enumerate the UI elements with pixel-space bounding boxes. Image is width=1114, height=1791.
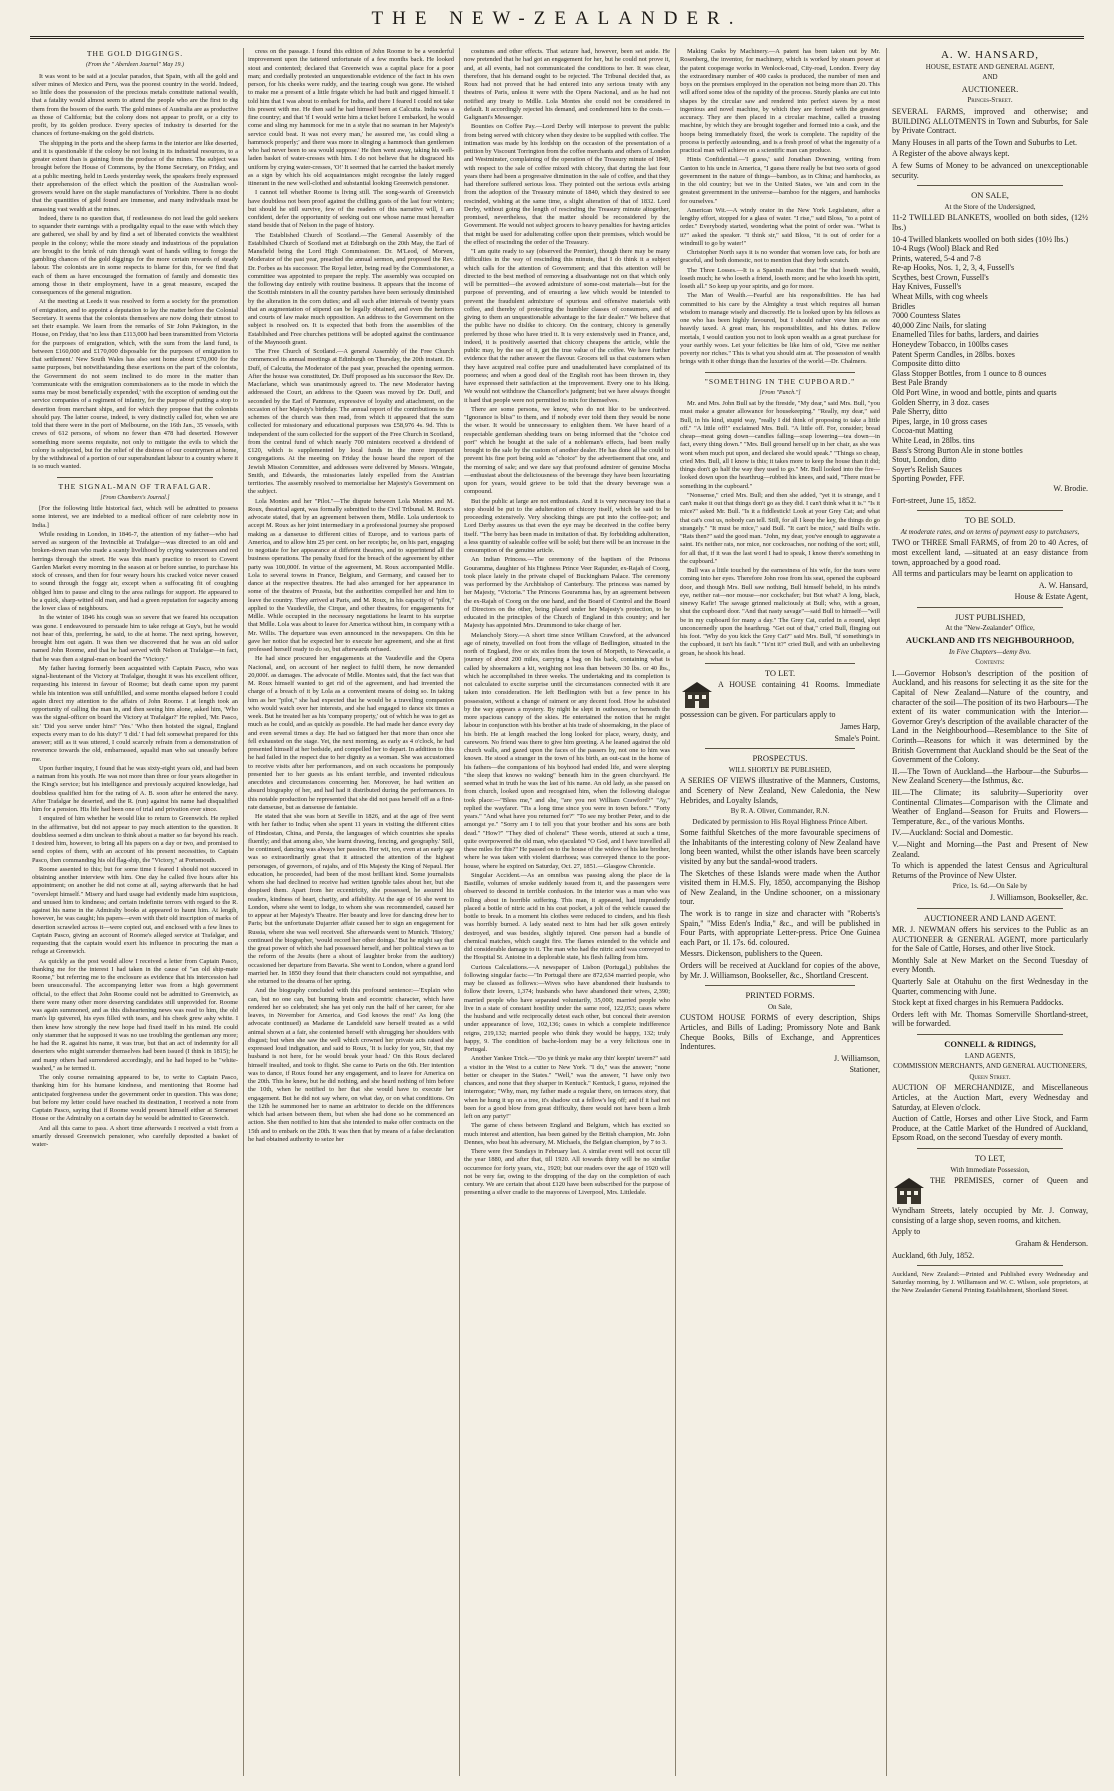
- column-3: [464, 48, 670, 1773]
- ad-subheading: HOUSE, ESTATE AND GENERAL AGENT,: [925, 62, 1055, 71]
- ad-heading: TO LET,: [974, 1152, 1006, 1163]
- contents-item: II.—The Town of Auckland—the Harbour—the Suburbs—New Zealand Scenery—the Isthmus, &c.: [892, 766, 1088, 786]
- ad-to-let-house: [680, 669, 880, 743]
- stock-list-item: White Lead, in 28lbs. tins: [892, 435, 975, 445]
- ad-heading: CONNELL & RIDINGS,: [944, 1039, 1036, 1050]
- divider: [917, 908, 1063, 909]
- article-paragraph: The Free Church of Scotland.—A general Assembly of the Free Church commenced its annual meetings at Edinburgh on Thursday, the 20th instant. Dr. Duff, of Calcutta, the Moderator of the past year, preached the opening sermon. After the house was constituted, Dr. Duff proposed as his successor the Rev. Dr. Macfarlane, which was unanimously agreed to. The new Moderator having addressed the Court, an address to the Queen was moved by Dr. Duff, and seconded by the Earl of Panmure, expressive of loyalty and attachment, on the occasion of her Majesty's birthday. The annual report of the contributions to the schemes of the church was then read, from which it appeared that the sum collected for missionary and educational purposes was £58,976 4s. 9d. This is independent of the sum collected for the support of the Free Church in Scotland, from the central fund of which nearly 700 ministers received a dividend of £120, which is supplemented by local funds in the more important congregations. At the meeting on Friday the house heard the report of the Jewish Mission Committee, and addresses were delivered by Messrs. Wingate, Smith, and Edwards, the missionaries lately expelled from the Austrian territories. The assembly resolved to memorialise her Majesty's Government on the subject.: [248, 348, 454, 496]
- ad-heading: PRINTED FORMS.: [745, 990, 815, 1001]
- stock-list-item: Cocoa-nut Matting: [892, 426, 953, 436]
- ad-to-let-premises: [892, 1154, 1088, 1260]
- article-paragraph: Bull was a little touched by the earnestness of his wife, for the tears were coming into her eyes. Therefore John rose from his seat, opened the cupboard door, and though Mrs. Bull saw nothing, Bull himself beheld, in his mind's eye, neither rat—nor mouse—nor cockchafer; but But what? A long, black, sinewy Kafir! The savage grinned maliciously at Bull; who, with a groan, shut the cupboard door. "And that nasty savage"—said Bull to himself—"will be in my cupboard for many a day." The Grey Cat, curled in a round, slept unconcernedly upon the hearthrug. "Get out of that," cried Bull, flinging out his foot. "Why do you kick the Grey Cat?" said Mrs. Bull, "if something's in the cupboard, it isn't his fault." "Is'nt it?" cried Bull, and with an unbelieving groan, he shook his head.: [680, 567, 880, 657]
- divider: [917, 1034, 1063, 1035]
- ad-subheading: WILL SHORTLY BE PUBLISHED,: [728, 765, 832, 774]
- ad-prospectus: [680, 754, 880, 980]
- stock-list-item: Prints, watered, 5-4 and 7-8: [892, 253, 981, 263]
- article-source: [From "Punch."]: [759, 389, 801, 396]
- ad-street: Queen Street.: [969, 1072, 1011, 1081]
- ad-body: A HOUSE containing 41 Rooms. Immediate possession can be given. For particulars apply to: [680, 680, 880, 720]
- stock-list-item: 40,000 Zinc Nails, for slating: [892, 320, 987, 330]
- ad-signature: A. W. Hansard,: [1038, 580, 1088, 590]
- ad-heading: TO BE SOLD.: [964, 515, 1016, 526]
- ad-address: Smale's Point.: [834, 733, 880, 743]
- divider: [705, 663, 855, 664]
- article-paragraph: The game of chess between England and Belgium, which has excited so much interest and attention, has been gained by the British champion, Mr. John Dennes, who beat his adversary, M. Michaels, the Belgian champion, by 7 to 3.: [464, 1122, 670, 1146]
- article-paragraph: "I am quite ready to say (observed the Premier), though there may be many difficulties in the way of rescinding this minute, that I do think it a subject which calls for the attention of Government; and that this attention will be directed to the best method of removing a disadvantage not on that which only will be permitted—the avowed admixture of some-cost materials—but for the purpose of preventing, and of ensuring a law which would be intended to prevent the fraudulent admixture of spurious and offensive materials with coffee, and thereby of protecting the humbler classes of consumers, and of giving to them an unquestionable advantage to the fair dealer." We believe that the public have no dislike to chicory. On the contrary, chicory is generally preferred by those who have tried it. It is very extensively used in France, and, indeed, it is positively asserted that chicory cheapens the article, while the public may, by the use of it, get the true value of the coffee. We have further evidence that the rather answer the flavour. Grocers tell us that customers when they have acquired real coffee pure and unadulterated have complained of its poorness; and when a good deal of the English root has been thrown in, they have expressed their satisfaction at the improvement. Every one to his liking. We would not withdraw the Chancellor's judgment; but we have always thought it hard that people were not permitted to mix for themselves.: [464, 248, 670, 404]
- article-paragraph: Making Casks by Machinery.—A patent has been taken out by Mr. Rosenberg, the inventor, for machinery, which is worked by steam power at the patent cooperage works in Wenlock-road, City-road, London. Every day the extraordinary number of 400 casks is produced, the number of men and boys on the premises employed in the operation not being more than 20. This will afford some idea of the rapidity of the process. Sturdy planks are cut into shapes by the circular saw and rendered into perfect staves by a most ingenious and novel machine, by which they are formed with the greatest accuracy. They are then placed in a circular machine, called a trussing machine, by which they are brought together and formed into a cask, and the hoops being immediately fixed, the work is complete. The rapidity of the process is perfectly astounding, and is a fresh proof of what the ingenuity of a practical man will achieve on a scientific man can produce.: [680, 48, 880, 154]
- ad-signature: J. Williamson, Bookseller, &c.: [989, 892, 1088, 902]
- article-paragraph: [For the following little historical fact, which will be admitted to possess some interest, we are indebted to a medical officer of rare celebrity now in India.]: [32, 505, 238, 529]
- ad-body: Orders left with Mr. Thomas Somerville Shortland-street, will be forwarded.: [892, 1009, 1088, 1029]
- ad-body: Orders will be received at Auckland for copies of the above, by Mr. J. Williamson, Bookseller, &c., Shortland Crescent.: [680, 961, 880, 980]
- ad-heading: AUCTIONEER AND LAND AGENT.: [923, 912, 1057, 923]
- article-paragraph: Melancholy Story.—A short time since William Crawford, at the advanced age of ninety, travelled on foot from the village of Bedlington, situated in the north of England, five or six miles from the town of Morpeth, to Newcastle, a journey of about 200 miles, carrying a bag on his back, containing what is called by shoemakers a kit, weighing not less than between 30 lbs. or 40 lbs., which he accomplished in three weeks. The undertaking and its completion is not calculated to excite surprise until the circumstances connected with it are taken into consideration. He left Bedlington with but a few pence in his possession, without a change of raiment or any decent food. How he subsisted by the way appears a mystery. By night he slept in outhouses, or beneath the more spacious canopy of the skies. He entertained the notion that he might labour in conjunction with his brother at his trade of shoemaking, in the place of his birth. He at length reached the long looked for place, weary, dusty, and careworn. No friend was there to give him greeting. A he leaned against the old church walls, and gazed upon the faces of the passers by, not one to him was known. He stood a stranger in the town of his birth, an out-cast in the home of his fathers—the companions of his boyhood had ended life, and were sleeping "the sleep that knows no waking" beneath him in the green churchyard. He seemed what in truth he was the last of his name. An old lady, as she passed on from church, looked upon and recognised him, when the following dialogue took place:—"Bless me," and she, "are you not William Crawford?" "Ay," replied the wayfarer. "Tis a long time since you were in town before." "Forty years." "And what have you returned for?" "To see my brother Peter, and to die amongst ye." "Sorry am I to tell you that your brother and his sons are both dead." "How?" "They died of cholera!" These words, uttered at such a time, quite overpowered the old man, who ejaculated "O God, and I have travelled all these miles for this?" He passed on to the house of the widow of his late brother, where he was taken with violent diarrhoea; was conveyed thence to the poor-house, where he expired on Saturday, Oct. 27, 1851.—Glasgow Chronicle.: [464, 631, 670, 870]
- ad-hansard: [892, 51, 1088, 180]
- column-1: [32, 48, 238, 1773]
- ad-body: Quarterly Sale at Otahuhu on the first Wednesday in the Quarter, commencing with June.: [892, 977, 1088, 996]
- column-5: [892, 48, 1088, 1773]
- ad-and: AND: [982, 73, 998, 82]
- column-rule: [243, 48, 244, 1776]
- article-paragraph: The shipping in the ports and the sheep farms in the interior are like deserted, and it is questionable if the colony be not losing in its industrial resources, to a greater extent than is gaining from the produce of the mines. The subject was brought before the House of Commons, by the Home Secretary, on Friday, and at a public meeting, held in Leeds yesterday week, the speakers freely expressed their apprehension of the effect which the position of the Australian wool-growers would have on the staple manufactures of Yorkshire. There is no doubt that the quantities of gold found are immense, and many individuals must be amassing vast wealth at the mines.: [32, 139, 238, 213]
- ad-body: A SERIES OF VIEWS illustrative of the Manners, Customs, and Scenery of New Zealand, New Caledonia, the New Hebrides, and Loyalty Islands,: [680, 776, 880, 805]
- ad-title: House & Estate Agent,: [1014, 592, 1088, 602]
- ad-body: SEVERAL FARMS, improved and otherwise; and BUILDING ALLOTMENTS in Town and Suburbs, for Sale by Private Contract.: [892, 106, 1088, 136]
- contents-item: III.—The Climate; its salubrity—Superiority over Continental Climates—Comparison with the Climate and Weather of England—Season for Fruits and Flowers—Temperature, &c., of the various Months.: [892, 787, 1088, 826]
- article-paragraph: "Nonsense," cried Mrs. Bull; and then she added, "yet it is strange, and I can't make it out that things don't go as they did. I can't think what it is." "Is it mice?" asked Mr. Bull. "Is it a fiddlestick! Look at your Grey Cat; and what that cat's cost us, nobody can tell. Still, for all I keep the key, the things do go strangely." "It must be mice," said Bull. "It can't be mice," said Bull's wife. "Rats then?" said the good man. "John, my dear, you've enough to aggravate a saint. It's neither rats, nor mice, nor cockroaches, nor nothing of the sort; still, for all that, if it was the last word I had to speak, I know there's something in the cupboard.": [680, 491, 880, 565]
- divider: [705, 372, 855, 373]
- ad-author: By R. A. Oliver, Commander, R.N.: [730, 807, 830, 816]
- ad-subheading: With Immediate Possession,: [950, 1165, 1030, 1174]
- ad-subheading: At the Store of the Undersigned,: [944, 202, 1036, 211]
- stock-list-item: Bridles: [892, 301, 916, 311]
- divider: [917, 185, 1063, 186]
- article-paragraph: Curious Calculations.—A newspaper of Lisbon (Portugal,) publishes the following singular facts:—"In Portugal there are 872,634 married people, who may be classed as follows:—Wives who have abandoned their husbands to follow their lovers, 1,374; husbands who have abandoned their wives, 2,390; married people who have separated voluntarily, 35,000; married people who live in a state of constant hostility under the same roof, 122,053; cases where the husband and wife reciprocally detest each other, but conceal their aversion under appearance of love, 102,136; cases in which a complete indifference reigns, 219,132; married people who think they would be happy, 132; truly happy, 9. The condition of bache-lordom may be a very felicitous one in Portugal.: [464, 963, 670, 1053]
- article-paragraph: I enquired of him whether he would like to return to Greenwich. He replied in the affirmative, but did not appear to pay much attention to the question. It doubtless seemed a dim unclean to think about a matter so far beyond his reach. I desired him, however, to bring all his papers on a day or two, and promised to send copies of them, with an account of his present necessities, to Captain Pasco, then commanding his old flag-ship, the "Victory," at Portsmouth.: [32, 815, 238, 864]
- stock-list: [892, 235, 1088, 484]
- ad-body: To which is appended the latest Census and Agricultural Returns of the Province of New Ulster.: [892, 861, 1088, 880]
- article-paragraph: Bounties on Coffee Pay.—Lord Derby will interpose to prevent the public from being served with chicory when they desire to be supplied with coffee. The intimation was made by his lordship on the occasion of the presentation of a petition by Viscount Torrington from the coffee merchants and others of London and Westminster, complaining of the operation of the Treasury minute of 1840, with respect to the sale of coffee mixed with chicory, that during the last four years there had been a progressive diminution in the sale of coffee, and that they had therefore suffered serious loss. They pointed out the serious evils arising from the adoption of the Treasury minute of 1840, which they desired to see rescinded, wishing at the same time, a slight alteration of that of 1832. Lord Derby, without going the length of rescinding the Treasury minute altogether, promised, nevertheless, that the matter should be reconsidered by the Government. He would not subject grocers to heavy penalties for having articles that might be used for adulterating coffee upon their premises, which would be the effect of rescinding the order of the Treasury.: [464, 123, 670, 246]
- ad-body: Auction of Cattle, Horses and other Live Stock, and Farm Produce, at the Cattle Market of the Hundred of Auckland, Epsom Road, on the second Tuesday of every month.: [892, 1114, 1088, 1143]
- article-paragraph: But the public at large are not enthusiasts. And it is very necessary too that a stop should be put to the adulteration of chicory itself, which be said to be proceeding extensively. Very shocking things are put into the coffee-pot; and Lord Derby assures us that even the eye may be deceived in the coffee berry itself. "The berry has been made in imitation of that. By forbidding adulteration, a less quantity of saleable coffee will be sold; but there will be an increase in the consumption of the genuine article.: [464, 497, 670, 554]
- stock-list-item: 7000 Countess Slates: [892, 311, 961, 321]
- ad-price: Price, 1s. 6d.—On Sale by: [952, 882, 1028, 891]
- house-icon: [680, 680, 714, 710]
- ad-to-be-sold: [892, 516, 1088, 602]
- stock-list-item: Best Pale Brandy: [892, 378, 948, 388]
- ad-heading: TO LET.: [764, 667, 796, 678]
- stock-list-item: 10-4 Twilled blankets woolled on both sides (10½ lbs.): [892, 234, 1069, 244]
- article-paragraph: And the biography concluded with this profound sentence:—'Explain who can, but no one can, but burning brain and eccentric character, which have rendered her so celebrated; she has yet only run the half of her career, for she leaves, in November for America, and God knows the rest!' As long (the advocate continued) as Madame de Landsfeld saw herself treated as a wild animal shown at a fair, she contented herself with shrugging her shoulders with disgust; but when she saw the well which crowned her private acts raised she expressed loud indignation, and said to Roux, 'It is lucky for you, Sir, that my husband is not here, for he would break your head.' On this Roux declared himself insulted, and took to flight. She came to Paris on the 6th. Her intention was to dance, if Roux found her any engagement, and to leave for America on the 20th. This he knew, but he did nothing, and she heard nothing of him before the 10th, when he notified to her that she would have to execute her engagement. But he did not say where, on what day, or on what conditions. On the 12th he summoned her to name an arbitrator to decide on the differences which had arisen between them, but when she had done so he commenced an action. She then notified to him that she intended to make offer contracts on the 15th and to embark on the 20th. It was then that by means of a false declaration he had obtained authority to seize her: [248, 987, 454, 1143]
- ad-signature: J. Williamson,: [834, 1053, 880, 1063]
- ad-subheading: AUCTIONEER.: [961, 83, 1019, 94]
- stock-list-item: Patent Sperm Candles, in 28lbs. boxes: [892, 349, 1015, 359]
- ad-signature: James Harp,: [840, 721, 880, 731]
- column-rule: [459, 48, 460, 1776]
- house-icon: [892, 1176, 926, 1206]
- ad-title: Stationer,: [849, 1065, 880, 1075]
- ad-heading: PROSPECTUS.: [752, 753, 808, 764]
- ad-body: THE PREMISES, corner of Queen and Wyndham Streets, lately occupied by Mr. J. Conway, consisting of a large shop, seven rooms, and kitchen.: [892, 1176, 1088, 1225]
- ad-heading: A. W. HANSARD,: [940, 49, 1040, 61]
- contents-item: V.—Night and Morning—the Past and Present of New Zealand.: [892, 839, 1088, 859]
- article-paragraph: The only course remaining appeared to be, to write to Captain Pasco, thanking him for his humane kindness, and mentioning that Roome had anticipated forgiveness under the government order in question. This was done; but before my letter could have reached its destination, I received a note from Captain Pasco, saying that if Roome would present himself either at Somerset House or the Admiralty on a certain day he would be admitted to Greenwich.: [32, 1074, 238, 1123]
- ad-body: Monthly Sale at New Market on the Second Tuesday of every Month.: [892, 955, 1088, 975]
- contents-item: I.—Governor Hobson's description of the position of Auckland, and his reasons for selecting it as the site for the Capital of New Zealand—Nature of the country, and character of the soil—The position of its two Harbours—The extent of its water communication with the Interior—Governor Grey's description of the available character of the Land in the Neighbourhood—Resemblance to the Site of Corinth—Reasons for which it was determined by the British Government that Auckland should be the Seat of the Government of the Colony.: [892, 668, 1088, 765]
- stock-list-item: Scythes, best Crown, Fussell's: [892, 272, 989, 282]
- article-heading: "SOMETHING IN THE CUPBOARD.": [704, 376, 856, 386]
- article-paragraph: The Man of Wealth.—Fearful are his responsibilities. He has had committed to his care by the Almighty a trust which requires all human wisdom to manage wisely and discreetly. He is looked upon by his fellows as one who has been highly favoured, but I should rather view him as one heavily taxed. A great man, his responsibilities, and his duties. Fellow mortals, I would caution you not to look upon wealth as a great purchase for your earthly woes. Let your felicities be like him of old, "Give me neither poverty nor riches." This is what you should aim at. The possession of wealth brings with it other things than the luxuries of the world.—Dr. Chalmers.: [680, 292, 880, 366]
- stock-list-item: Glass Stopper Bottles, from 1 ounce to 8 ounces: [892, 368, 1047, 378]
- article-paragraph: An Indian Princess.—The ceremony of the baptism of the Princess Gouramma, daughter of his Highness Prince Veer Rajunder, ex-Rajah of Coorg, took place lately in the private chapel of Buckingham Palace. The ceremony was performed by the Archbishop of Canterbury. The princess was named by her Majesty, "Victoria." The Princess Gouramma has, by an agreement between the ex-Rajah of Coorg on the one hand, and the Board of Control and the Board of Directors on the other, being placed under her Majesty's protection, to be educated in the principles of the Church of England in this country; and her Majesty has appointed Mrs. Drummond to take charge of her.: [464, 556, 670, 630]
- ad-body: The Sketches of these Islands were made when the Author visited them in H.M.S. Fly, 1850, accompanying the Bishop of New Zealand, in the Undine schooner, on a missionary tour.: [680, 868, 880, 907]
- ad-body: All terms and particulars may be learnt on application to: [892, 569, 1073, 579]
- article-paragraph: Christopher North says it is no wonder that women love cats, for both are graceful, and both domestic, not to mention that they both scratch.: [680, 249, 880, 265]
- stock-list-item: Bass's Strong Burton Ale in stone bottles: [892, 445, 1023, 455]
- stock-list-item: Golden Sherry, in 3 doz. cases: [892, 397, 990, 407]
- ad-date: Fort-street, June 15, 1852.: [892, 495, 976, 505]
- article-paragraph: Upon further inquiry, I found that he was sixty-eight years old, and had been a natman from his youth. He was not more than three or four years altogether in the King's service; but his intelligence and previously acquired knowledge, had doubtless qualified him for the rating of A. B. soon after he entered the navy. After Trafalgar he deserted, and the R. (run) against his name had disqualified him for a pension. His life had been one of trial and privation ever since.: [32, 764, 238, 813]
- stock-list-item: Hay Knives, Fussell's: [892, 282, 962, 292]
- ad-body: A few Sums of Money to be advanced on unexceptionable security.: [892, 160, 1088, 180]
- ad-subheading: At moderate rates, and on terms of payment easy to purchasers,: [900, 527, 1080, 536]
- ad-street: Princes-Street.: [967, 96, 1013, 105]
- ad-printed-forms: [680, 991, 880, 1075]
- article-paragraph: In the winter of 1846 his cough was so severe that we feared his occupation was gone. I endeavoured to persuade him to take refuge at Guy's, but he would not hear of this, preferring, he said, to die at home. The next spring, however, brought him out again. It was then we discovered that he was an old sailor named John Roome, and that he had served with Nelson at Trafalgar—in fact, that he was then a signal-man on board the "Victory.": [32, 614, 238, 663]
- stock-list-item: Wheat Mills, with cog wheels: [892, 292, 988, 302]
- article-paragraph: He had since procured her engagements at the Vaudeville and the Opera Nacional, and, on account of her neglect to fulfil them, he now demanded 20,000f. as damages. The advocate of Mdlle. Montes said, that the fact was that M. Roux himself wanted to get rid of the agreement, and had invented the charge of a breach of it by Lola as a convenient means of doing so. In taking him as her "pilot," she had expected that he would be a travelling companion who would watch over her interests, and she had engaged to dance six times a week. But he treated her as his 'company property,' out of which he was to get as much as he could, and as quickly as possible. He had made her dance every day and even several times a day. He had so fatigued her that more than once she fell exhausted on the stage. Yet, the next morning, as early as 4 o'clock, he had presented himself at her bedside, and compelled her to depart. In addition to this he had failed in the respect due to her dignity as a woman. She was accustomed to receive visits after her performances, and on such occasions he pompously presented her to her guests as his enfant terrible, and invented ridiculous anecdotes and circumstances concerning her. Moreover, he had written an absurd biography of her, and had had it distributed during the performances. In this notable production he represented that she did not pass herself off as a first-rate danseuse, but as danseuse de fantaisie.: [248, 655, 454, 811]
- article-paragraph: Indeed, there is no question that, if restlessness do not lead the gold seekers to squander their earnings with a prodigality equal to the ease with which they are gathered, we shall by and by find a set of liberated convicts the wealthiest people in the colony; while the more steady and industrious of the population are brought to the brink of ruin through want of hands willing to forego the gambling chances of the gold diggings for the more certain rewards of steady labour. The colonists are in some respects to blame for this, for we find that each of them as have encouraged the formation of family and domestic ties among those in their employment, have in a great measure, escaped the consequences of the general migration.: [32, 214, 238, 296]
- article-paragraph: My father having formerly been acquainted with Captain Pasco, who was signal-lieutenant of the Victory at Trafalgar, thought it was his excellent officer, requesting his interest in favour of Roome; but death came upon my parent while his intention was still unfulfilled, and some months elapsed before I could again direct my attention to the affairs of John Roome. I at length took an opportunity of calling the man in, and then seeing him alone, asked him, 'Who was the signal-officer on board the Victory at Trafalgar?' He replied, 'Mr. Pasco, sir.' 'Did you serve under him?' 'Yes.' 'Who then hoisted the signal, England expects every man to do his duty?' 'I did.' I had felt somewhat prepared for this answer; still as it was uttered, I could scarcely refrain from a demonstration of reverence towards the old, embarrassed, squalid man who sat uneasily before me.: [32, 664, 238, 763]
- ad-heading: JUST PUBLISHED,: [954, 611, 1026, 622]
- stock-list-item: Composite ditto ditto: [892, 359, 961, 369]
- article-paragraph: Roome assented to this; but for some time I feared I should not succeed in obtaining another interview with him. One day he called five hours after his appointment; on another he did not come at all, saying afterwards that he had "overslept himself." Misery and hard usage had evidently made him suspicious, and unused him to kindness; and certain indefinite terrors with regard to the R. against his name in the Admiralty books at appeared to haunt him. At length, however, he was caught; his papers—even with their old inscription of marks of desertion scrawled across it—were copied out, and enclosed with a few lines to Captain Pasco, giving an account of Roome's alleged service at Trafalgar, and requesting that the captain would exert his influence in procuring the man a refuge at Greenwich.: [32, 865, 238, 956]
- ad-signature: Graham & Henderson.: [1015, 1238, 1088, 1248]
- contents-item: IV.—Auckland: Social and Domestic.: [892, 828, 1013, 838]
- stock-list-item: Honeydew Tobacco, in 100lbs cases: [892, 340, 1008, 350]
- divider: [917, 607, 1063, 608]
- masthead: [30, 6, 1084, 39]
- ad-subheading: At the "New-Zealander" Office,: [945, 624, 1035, 633]
- ad-body: The work is to range in size and character with "Roberts's Spain," "Miss Eden's India," &c., and will be published in Four Parts, with appropriate Letter-press. Price One Guinea each Part, or 1l. 17s. 6d. coloured.: [680, 909, 880, 947]
- ad-dedication: Dedicated by permission to His Royal Highness Prince Albert.: [692, 817, 868, 826]
- column-4: [680, 48, 880, 1773]
- article-paragraph: There were five Sundays in February last. A similar event will not occur till the year 1880, and after that, till 1920. All towards thirty will be no similar occurrence for forty years, viz., 1920; but our readers over the age of 1920 will not be very far, owing to the dropping of the day on the completion of each century. We are certain that about £120 have been subscribed for the purpose of presenting a silver cradle to the mayoress of Liverpool, Mrs. Littledale.: [464, 1148, 670, 1197]
- column-rule: [675, 48, 676, 1776]
- contents-label: Contents:: [975, 658, 1005, 667]
- article-paragraph: And all this came to pass. A short time afterwards I received a visit from a smartly dressed Greenwich pensioner, who carefully deposited a basket of water-: [32, 1124, 238, 1148]
- ad-body: CUSTOM HOUSE FORMS of every description, Ships Articles, and Bills of Lading; Promissory Note and Bank Cheque Books, Bills of Exchange, and Apprentices Indentures.: [680, 1013, 880, 1052]
- article-paragraph: Lola Montes and her "Pilot."—The dispute between Lola Montes and M. Roux, theatrical agent, was formally submitted to the Civil Tribunal. M. Roux's advocate stated, that by an agreement between them, Mdlle. Lola undertook to accept M. Roux as her joint intermediary in a professional journey she proposed making as a danseuse to different cities of Europe, and to various parts of America, and to allow him 25 per cent. on her receipts; he, on his part, engaging to negotiate for her appearance at different theatres, and to superintend all the business operations. The penalty fixed for the breach of the agreement by either party was 100,000f. In virtue of the agreement, M. Roux accompanied Mdlle. Lola to several towns in France, Belgium, and Germany, and caused her to dance at the respective theatres. He had also arranged for her appearance in some of the theatres of Prussia, but the authorities compelled her and him to leave the country. They arrived at Paris, and M. Roux, in his capacity of "pilot," applied to the Vaudeville, the Cirque, and other theatres, for engagements for Mdlle. While occupied in the necessary negotiations he learnt to his surprise that Mdlle. Lola was about to leave for America without him, in company with a Mr. Willis. The departure was even announced in the newspapers. On this he gave her notice that he expected her to execute her agreement, and she at first professed herself ready to do so, but afterwards refused.: [248, 497, 454, 653]
- ad-body: MR. J. NEWMAN offers his services to the Public as an AUCTIONEER & GENERAL AGENT, more particularly for the Sale of Cattle, Horses, and other live Stock.: [892, 925, 1088, 954]
- ad-body: A Register of the above always kept.: [892, 149, 1010, 159]
- ad-heading: ON SALE,: [971, 190, 1009, 201]
- column-2: [248, 48, 454, 1773]
- article-heading: THE SIGNAL-MAN OF TRAFALGAR.: [58, 481, 212, 491]
- stock-list-item: Pipes, large, in 10 gross cases: [892, 416, 988, 426]
- article-paragraph: Mr. and Mrs. John Bull sat by the fireside, "My dear," said Mrs. Bull, "you must make a greater allowance for housekeeping." "Really, my dear," said Bull, in his kind, stupid way, "really I did think of proposing to take a little off." "A little off!" exclaimed Mrs. Bull. "A little off. For, consider; bread cheap—meat going down—candles falling—soap lowering—tea down—in fact, every thing down." "Mrs. Bull ground herself up in her chair, as she was wont when much put upon, and declared she would speak." "Things so cheap, cried Mrs. Bull, all I know is this; it takes more to keep the house than it did; things don't go half the way they used to go." Mr. Bull looked into the fire—looked down upon the hearthrug—rubbed his knees, and said, "There must be something in the cupboard.": [680, 400, 880, 490]
- printer-imprint: Auckland, New Zealand:—Printed and Published every Wednesday and Saturday morning, by J. Williamson and W. C. Wilson, sole proprietors, at the New Zealander General Printing Establishment, Shortland Street.: [892, 1271, 1088, 1295]
- article-source: [From Chambers's Journal.]: [100, 494, 170, 501]
- stock-list-item: Old Port Wine, in wood and bottle, pints and quarts: [892, 388, 1057, 397]
- divider: [917, 510, 1063, 511]
- article-paragraph: Hints Confidential.—'I guess,' said Jonathan Downing, writing from Canton to his uncle in America, "I guess there really be but two sorts of good government in the nature of things—bamboo, as in China; and hamhocks, as in the old country; but we in the United States, we 'ain and corn in the greatest government in the universe—bamboo for the niggers, and hamhocks for ourselves.": [680, 156, 880, 205]
- article-paragraph: While residing in London, in 1846-7, the attention of my father—who had served as surgeon of the Invincible at Trafalgar—was directed to an old and broken-down man who made a scanty livelihood by crying watercresses and red herrings through the street. He was this man's practice to resort to Covent Garden Market every morning in the season at or before sunrise, to purchase his stock of cresses, and then for four weary hours his cracked voice never ceased to sound through the foggy air, except when a suffocating fit of coughing obliged him to pause and cling to the area railings for support. He appeared to be a quick, sharp-witted old man, and had a green reputation for sagacity among the lower class of neighbours.: [32, 530, 238, 612]
- divider: [705, 985, 855, 986]
- article-paragraph: As quickly as the post would allow I received a letter from Captain Pasco, thanking me for the interest I had taken in the cause of "an old ship-mate Roome," but referring me to the enclosure as evidence that his intercession had been unsuccessful. The accompanying letter was from a high government official, to the effect that John Roome could not be admitted to Greenwich, as there were many other more deserving candidates still unprovided for. Roome was again summoned, and as this disheartening news was read to him, the old man's lip quivered, his eyes filled with tears, and his cheek grew ashy white. I then knew how strongly the new hope had fixed itself in his mind. He could only stammer that he supposed it was no use troubling the gentleman any more; he had the R. against his name, it was true, but that an act of indemnity for all deserters who might surrender themselves had been issued (I think in 1815); he and many others had surrendered accordingly, and he had hoped to be "white-washed," as he termed it.: [32, 957, 238, 1072]
- ad-body: Apply to: [892, 1227, 921, 1237]
- stock-list-item: 10-4 Rugs (Wool) Black and Red: [892, 244, 999, 254]
- ad-subheading: LAND AGENTS,: [964, 1051, 1016, 1060]
- article-heading: THE GOLD DIGGINGS.: [86, 49, 184, 58]
- article-paragraph: He stated that she was born at Seville in 1826, and at the age of five went with her father to India; when she spent 11 years in visiting the different cities of Hindostan, China, and Persia, the languages of which countries she speaks fluently; and that among also, 'she learnt drawing, fencing, and geography.' Still, he continued, dancing was always her passion. Her wit, too, even at an early age was so extraordinarily great that it attracted the attention of the highest personages, of governors, of rajahs, and of His Majesty the King of Nepaul. Her education, he proceeded, had been of the most brilliant kind. Some journalists whom she had declined to receive had written ignoble tales about her, but she despised them. Apart from her eccentricity, she possessed, he assured his readers, kindness of heart, charity, and affability. At the age of 16 she went to London, where she went to lodge, to whom she was recommended, caused her to appear at her Majesty's Theatre. Her beauty and love for dancing drew her to Paris; but the unfortunate Dujarrier affair caused her to sign an engagement for Russia, where she was well received. She afterwards went to Munich. 'History,' continued the biographer, 'would record her other doings.' But he might say that the great power of which she had possessed herself, and her political views as to the reform of the Jesuits (here a shout of laughter broke from the auditory) occasioned her departure from Bavaria. She went to London, where a grand lord married her. In 1850 they found that their characters could not sympathise, and she returned to the dreams of her spring.: [248, 813, 454, 985]
- article-paragraph: It was wont to be said at a jocular paradox, that Spain, with all the gold and silver mines of Mexico and Peru, was the poorest country in the world. Indeed, so little does the possession of the precious metals constitute national wealth, that a fatality would almost seem to attend the people who are the first to dig them from the bosom of the earth. The gold mines of Australia are as productive as those of California; but the colony does not appear to profit, or a city to profit, by its golden produce. Every species of industry is deserted for the chances of fortune-making on the gold districts.: [32, 72, 238, 138]
- ad-just-published: [892, 613, 1088, 903]
- ad-connell-ridings: [892, 1040, 1088, 1143]
- book-format: In Five Chapters—demy 8vo.: [948, 647, 1032, 656]
- article-paragraph: I cannot tell whether Roome is living still. The song-wards of Greenwich have doubtless not been proof against the chilling gusts of the last four winters; but should he still survive, few of the readers of this narrative will, I am confident, defer the opportunity of seeking out one whose name must hereafter stand beside that of Nelson in the page of history.: [248, 189, 454, 230]
- article-paragraph: cress on the passage. I found this edition of John Roome to be a wonderful improvement upon the tattered unfortunate of a few months back. He looked stout and contented; declared that Greenwich was a capital place for a poor man; and cordially protested an unquestionable evidence of the fact in his own person, for his cheeks were ruddy, and the tearing cough was gone. He wished to make me a present of a little frigate which he had built and rigged himself. I told him that I was about to embark for India, and there I feared I could not take his present with me. He then said he had himself been at Calcutta. India was a fine country; and that 'if I would write him a ticket before I embarked, he would come and sling my hammock for me in a style that no seaman in her Majesty's service could beat. It was not every man,' he assured me, 'as could sling a hammock properly;' and there was more in slinging a hammock than gentlemen who had never been to sea would suppose.' He then went away, taking his well-laden basket of water-cresses with him. I do not believe that he disgraced his uniform by crying water-cresses, 'O!' It seemed that he carried the basket merely as a sign by which his old acquaintances might recognise the lately rugged itinerant in the new well-clothed and substantial looking Greenwich pensioner.: [248, 48, 454, 187]
- book-title: AUCKLAND AND ITS NEIGHBOURHOOD,: [905, 635, 1075, 646]
- article-paragraph: The Three Losses.—It is a Spanish maxim that "he that loseth wealth, loseth much; he who loseth a friend, loseth more; and he who loseth his spirit, loseth all." So keep up your spirits, and go for more.: [680, 266, 880, 290]
- ad-body: Many Houses in all parts of the Town and Suburbs to Let.: [892, 137, 1078, 147]
- ad-body: Messrs. Dickenson, publishers to the Queen.: [680, 949, 823, 959]
- stock-list-item: Pale Sherry, ditto: [892, 407, 948, 417]
- stock-list-item: Soyer's Relish Sauces: [892, 464, 962, 474]
- divider: [917, 1265, 1063, 1266]
- ad-on-sale: [892, 191, 1088, 505]
- ad-body: 11-2 TWILLED BLANKETS, woolled on both sides, (12½ lbs.): [892, 213, 1088, 232]
- divider: [57, 477, 213, 478]
- divider: [917, 1148, 1063, 1149]
- stock-list-item: Stout, London, ditto: [892, 455, 957, 465]
- article-source: (From the " Aberdeen Journal" May 19.): [86, 62, 184, 69]
- article-paragraph: At the meeting at Leeds it was resolved to form a society for the promotion of emigration, and to appoint a deputation to lay the matter before the Colonial Secretary. It seems that the colonists themselves are now doing their utmost to set their example. We learn from the remarks of Sir John Pakington, in the House, on Friday, that 'no less than £113,000 had been transmitted from Victoria for the purposes of emigration, which, with the sum from the land fund, is between £160,000 and £170,000 disposable for the purposes of emigration to that settlement.' New South Wales has also sent home about £70,000 for the same purposes, but notwithstanding these exertions on the part of the colonists, the Government do not seem inclined to do more in the matter than 'communicate with the emigration commissioners as to the mode in which the sums may be most beneficially expended,' with the exception of sending out the service companies of a regiment of infantry, for the purpose of putting a stop to desertion from merchant ships, and for which they propose that the colonists should pay. The latter course, indeed, is very distinctly called for, when we are told that there were in the port of Melbourne, on the 16th Jan., 35 vessels, with crews of 612 persons, of whom no fewer than 478 had deserted. However something more seems requisite, not only to mitigate the evils to which the colony is subjected, but for the relief of the distress of our countrymen at home, by the withdrawal of a portion of our superabundant labour to a country where it is so much wanted.: [32, 298, 238, 471]
- stock-list-item: Re-ap Hooks, Nos. 1, 2, 3, 4, Fussell's: [892, 263, 1015, 273]
- article-paragraph: costumes and other effects. That seizure had, however, been set aside. He now pretended that he had got an engagement for her, but he could not prove it, and, at all events, had not communicated the conditions to her. It was clear, therefore, that his demand ought to be rejected. The Tribunal decided that, as Roux had not proved that he had entered into any serious treaty with any theatres of Paris, unless it were with the Opera Nacional, and as he had not notified any treaty to Mdlle. Lola Montes she could not be considered in default. It accordingly rejected his demand, and condemned him to the costs.—Galignani's Messenger.: [464, 48, 670, 121]
- article-paragraph: There are some persons, we know, who do not like to be undeceived. "Ignorance is bliss" to them, and if nobody ever told them they would be none the wiser. It would be unnecessary to enlighten them. We have heard of a respectable gentleman shedding tears on being informed that the "choice cod port" which he bought at the sale of a nobleman's effects, had been really brought to the sale by the custom of another dealer. He has done all he could to prevent his fine port being sold as "choice" by the advertisement that one, and the morning of sale; and we dare say that profound admirer of genuine Mocha—enthusiast about the deliciousness of the beverage they have been luxuriating upon for years, would grieve to be told that the dreary beverage was a compound.: [464, 405, 670, 496]
- article-paragraph: American Wit.—A windy orator in the New York Legislature, after a lengthy effort, stopped for a glass of water. "I rise," said Bloss, "to a point of order." Everybody started, wondering what the point of order was. "What is it?" asked the speaker. "I think sir," said Bloss, "it is out of order for a windmill to go by water!": [680, 206, 880, 247]
- article-paragraph: Singular Accident.—As an omnibus was passing along the place de la Bastille, volumes of smoke suddenly issued from it, and the passengers were observed to descend in terrible confusion. In the interior was a man who was rolling about in horrible suffering. This man, it appeared, had imprudently placed a bottle of nitric acid in his coat pocket, a jolt of the vehicle caused the bottle to break. In a moment his clothes were reduced to cinders, and his flesh was horribly burned. A lady seated next to him had her silk gown entirely destroyed, and was besides, slightly injured. One person had a bundle of chemical matches, which caught fire. The flames extended to the vehicle and did considerable damage to it. The man who had the nitric acid was conveyed to the Hospital St. Antoine in a deplorable state, his flesh falling from him.: [464, 871, 670, 962]
- ad-subheading: On Sale,: [767, 1002, 793, 1011]
- ad-body: AUCTION OF MERCHANDIZE, and Miscellaneous Articles, at the Auction Mart, every Wednesday and Saturday, at Eleven o'clock.: [892, 1083, 1088, 1112]
- stock-list-item: Sporting Powder, FFF.: [892, 474, 965, 484]
- divider: [705, 748, 855, 749]
- ad-signature: W. Brodie.: [1053, 483, 1088, 493]
- newspaper-title: THE NEW-ZEALANDER.: [371, 8, 743, 29]
- column-rule: [886, 48, 887, 1776]
- article-paragraph: The Established Church of Scotland.—The General Assembly of the Established Church of Scotland met at Edinburgh on the 20th May, the Earl of Mansfield being the Lord High Commissioner. Dr. M'Leod, of Morven, Moderator of the past year, preached the annual sermon, and proposed the Rev. Dr. Forbes as his successor. The Royal letter, being read by the Commissioner, a committee was appointed to prepare the reply. The assembly was occupied on the following day entirely with routine business. It appears that the income of the Scottish ministers in all the country parishes have been seriously diminished by the alteration in the corn duties; and all such after intervals of twenty years that an augmentation of stipend can be legally obtained, and even the heritors and courts of law make much opposition. An address to the Government on the subject is resolved on. It is expected that both from the assemblies of the Established and Free churches petitions will be adopted against the continuance of the Maynooth grant.: [248, 231, 454, 346]
- ad-body: Some faithful Sketches of the more favourable specimens of the Inhabitants of the interesting colony of New Zealand have long been wanted, whilst the other islands have been scarcely visited by any but the sandal-wood traders.: [680, 828, 880, 867]
- ad-newman: [892, 914, 1088, 1030]
- ad-body: Stock kept at fixed charges in his Remuera Paddocks.: [892, 998, 1064, 1008]
- ad-subheading: COMMISSION MERCHANTS, AND GENERAL AUCTIONEERS,: [893, 1062, 1087, 1071]
- ad-body: TWO or THREE Small FARMS, of from 20 to 40 Acres, of most excellent land, —situated at an easy distance from town, approached by a good road.: [892, 538, 1088, 567]
- article-paragraph: Another Yankee Trick.—"Do ye think ye make any thin' keepin' tavern?" said a visitor in the West to a cutter to New York. "I do," was the answer; "none better or cheaper in the States." "Well," was the answer, "I have only two chances, and none that they sharper in Kentuck." Kentuck, I guess, rejoined the interrogator; "Why, man, my father made a regular there, on terraces story, that when he hung it up on a tree, it's shadow cut a fellow's leg off; and if it had not been for a good blow from great difficulty, there would not have been a limb left on any party!": [464, 1055, 670, 1120]
- ad-date: Auckland, 6th July, 1852.: [892, 1250, 975, 1260]
- stock-list-item: Enamelled Tiles for baths, larders, and dairies: [892, 330, 1039, 340]
